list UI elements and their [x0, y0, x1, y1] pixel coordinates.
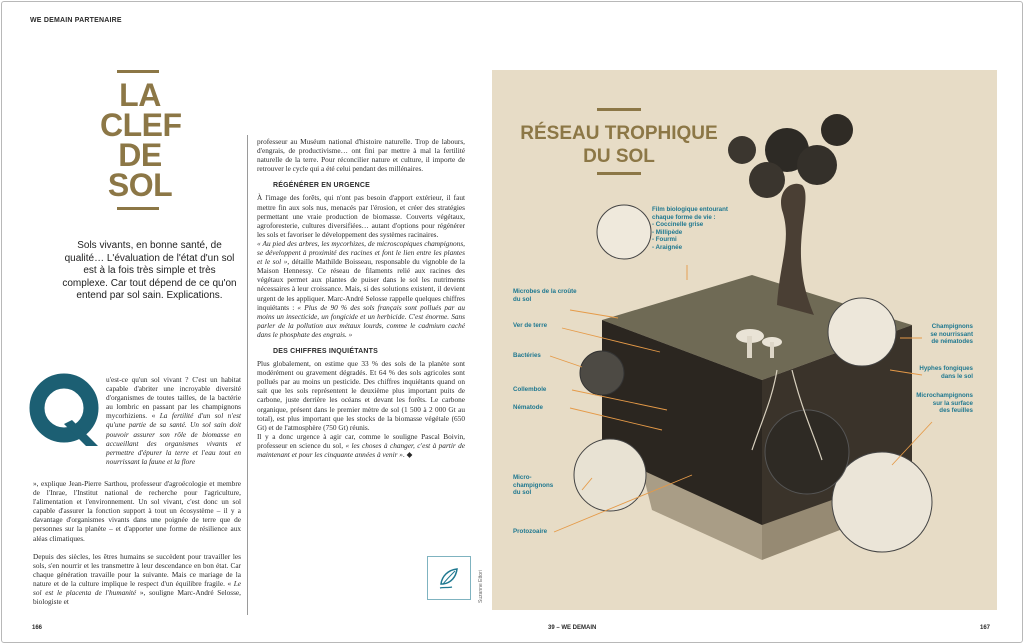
champ-nem-line-2: se nourrissant — [930, 330, 973, 338]
col2-paragraph-2: À l'image des forêts, qui n'ont pas besoin d'apport extérieur, il faut mettre fin aux sols nus, menacés par l'érosion, et créer des stratégies permettant une vraie production de biomasse. Couverts végétaux, agroforesterie, cultures diversifiées… autant d'options pour régénérer les sols et favoriser le développement des systèmes racinaires. — [257, 193, 465, 239]
label-protozoaire: Protozoaire — [513, 528, 548, 535]
tree-leaf-5 — [728, 136, 756, 164]
label-nematode: Nématode — [513, 404, 543, 411]
subheading-regenerer: RÉGÉNÉRER EN URGENCE — [273, 182, 370, 190]
micro-line-1: Micro- — [513, 474, 532, 481]
soil-illustration — [492, 70, 997, 610]
film-items — [652, 221, 728, 251]
section-rubric: WE DEMAIN PARTENAIRE — [30, 17, 122, 24]
col1-paragraph-1-start: u'est-ce qu'un sol vivant ? C'est un habitat capable d'abriter une incroyable diversité d'organismes de toutes tailles, de la bactérie au lombric en passant par les champignons mycorhiziens. « La fertilité d'un sol n'est qu'une partie de sa santé. Un sol sain doit pouvoir assurer son rôle de biomasse en accueillant des organismes vivants et permettre d'épurer la terre et l'eau tout en nourrissant la faune et la flore — [106, 375, 241, 466]
column-1 — [33, 373, 241, 613]
label-hyphes — [919, 365, 973, 380]
champ-nem-line-3: de nématodes — [931, 338, 973, 345]
hyphes-line-2: dans le sol — [941, 372, 973, 380]
label-film-biologique — [652, 206, 728, 251]
page-number-left: 166 — [32, 625, 43, 631]
col1-paragraph-2: Depuis des siècles, les êtres humains se succèdent pour travailler les sols, s'en nourrir et les transmettre à leur descendance en bon état. Car chaque génération travaille pour la suivante. Mais ce mariage de la nature et de la culture implique le respect d'un équilibre fragile. « Le sol est le placenta de l'humanité », souligne Marc-André Selosse, biologiste et — [33, 551, 241, 607]
soil-food-web-diagram — [492, 70, 997, 610]
label-bacteries: Bactéries — [513, 352, 541, 359]
lead-paragraph: Sols vivants, en bonne santé, de qualité… L'évaluation de l'état d'un sol est à la fois très simple et très complexe. Car tout dépend de ce qu'on entend par sol sain. Explications. — [62, 240, 237, 301]
hyphes-line-1: Hyphes fongiques — [919, 365, 973, 372]
col2-paragraph-3: « Au pied des arbres, les mycorhizes, de microscopiques champignons, se développent à proximité des racines et font le lien entre les plantes et le sol », détaille Mathilde Boisseau, responsable du vignoble de la Maison Hennessy. Ce réseau de filaments relié aux racines des végétaux permet aux plantes de puiser dans le sol les nutriments nécessaires à leur croissance. Mais, si des solutions existent, il devient urgent de les appliquer. Marc-André Selosse rappelle quelques chiffres inquiétants : « Plus de 90 % des sols français sont pollués par au moins un insecticide, un fongicide et un herbicide. C'est énorme. Sans parler de la pollution aux métaux lourds, comme le cadmium caché dans le phosphate des engrais. » — [257, 238, 465, 339]
title-line-3: DE — [118, 137, 162, 173]
diagram-title-line-2: DU SOL — [583, 146, 655, 167]
nematode-fungi-microscope-view — [828, 298, 896, 366]
label-micro-champignons — [513, 474, 553, 497]
film-item-millipede: - Millipède — [652, 228, 683, 236]
leaf-surface-microscope-view — [832, 452, 932, 552]
micro-line-2: champignons — [513, 481, 554, 489]
title-bar-top — [117, 70, 159, 73]
subheading-chiffres: DES CHIFFRES INQUIÉTANTS — [273, 347, 379, 355]
mushroom-stem — [747, 336, 752, 358]
dropcap-letter: Q — [28, 372, 29, 373]
microbes-line-2: du sol — [513, 295, 532, 303]
label-collembole: Collembole — [513, 386, 547, 393]
film-label-line-2: chaque forme de vie : — [652, 213, 716, 221]
tree-leaf-2 — [797, 145, 837, 185]
tree-leaf-3 — [749, 162, 785, 198]
page-title — [100, 77, 182, 203]
label-microchampignons-feuilles — [916, 392, 973, 415]
col2-paragraph-1: professeur au Muséum national d'histoire naturelle. Trop de labours, d'engrais, de productivisme… ont fini par mettre à mal la fertilité naturelle de la terre. Pour réconcilier nature et culture, il importe de retrouver le cycle qui a été celui pendant des millénaires. — [257, 137, 465, 174]
mushroom-stem-2 — [770, 342, 774, 358]
title-line-1: LA — [119, 77, 161, 113]
label-champignons-nematodes — [930, 323, 973, 346]
column-divider — [247, 135, 248, 615]
partner-logo — [427, 556, 471, 600]
microchamp-line-3: des feuilles — [939, 407, 973, 414]
film-item-coccinelle: - Coccinelle grise — [652, 221, 704, 228]
col1-paragraph-1: », explique Jean-Pierre Sarthou, professeur d'agroécologie et membre de l'Inrae, l'Institut national de recherche pour l'agriculture, l'alimentation et l'environnement. Un sol vivant, c'est donc un sol capable d'assurer la fonction support à tout un écosystème – il y a davantage d'organismes vivants dans une poignée de terre que de personnes sur la planète – et d'apporter une forme de résilience aux aléas climatiques. — [33, 479, 241, 543]
title-line-4: SOL — [107, 167, 173, 203]
col2-paragraph-5: Il y a donc urgence à agir car, comme le souligne Pascal Boivin, professeur en science du sol, « les choses à changer, c'est à partir de maintenant et pour les cinquante années à venir ». ◆ — [257, 431, 465, 459]
diagram-title-line-1: RÉSEAU TROPHIQUE — [520, 123, 718, 144]
title-bar-bottom — [117, 207, 159, 210]
footer-magazine: 39 – WE DEMAIN — [548, 625, 597, 631]
film-label-line-1: Film biologique entourant — [652, 206, 728, 213]
illustration-credit: Suzanne Ettori — [478, 570, 484, 603]
microchamp-line-1: Microchampignons — [916, 392, 973, 399]
film-item-fourmi: - Fourmi — [652, 236, 677, 243]
leaf-logo-icon — [428, 557, 470, 599]
label-ver-de-terre: Ver de terre — [513, 322, 548, 329]
column-2 — [257, 137, 465, 507]
insect-microscope-view — [597, 205, 651, 259]
tree-leaf-4 — [821, 114, 853, 146]
microbes-line-1: Microbes de la croûte — [513, 288, 577, 295]
label-microbes — [513, 288, 577, 303]
micro-fungi-microscope-view — [574, 439, 646, 511]
micro-line-3: du sol — [513, 489, 532, 496]
page-number-right: 167 — [980, 625, 991, 631]
col2-paragraph-4: Plus globalement, on estime que 33 % des sols de la planète sont modérément ou gravement dégradés. Et 64 % des sols agricoles sont pollués par au moins un pesticide. Des chiffres inquiétants quand on sait que les sols représentent le deuxième plus important puits de carbone, juste derrière les océans et devant les forêts. Le carbone organique, présent dans le premier mètre de sol (1 500 à 2 000 Gt au total), est plus important que les stocks de la biomasse végétale (650 Gt) et de l'atmosphère (750 Gt) réunis. — [257, 359, 465, 432]
microchamp-line-2: sur la surface — [932, 399, 973, 407]
title-line-2: CLEF — [100, 107, 182, 143]
champ-nem-line-1: Champignons — [931, 323, 973, 330]
bacteria-microscope-view — [580, 351, 624, 395]
hyphae-microscope-view — [765, 410, 849, 494]
film-item-araignee: - Araignée — [652, 243, 683, 251]
